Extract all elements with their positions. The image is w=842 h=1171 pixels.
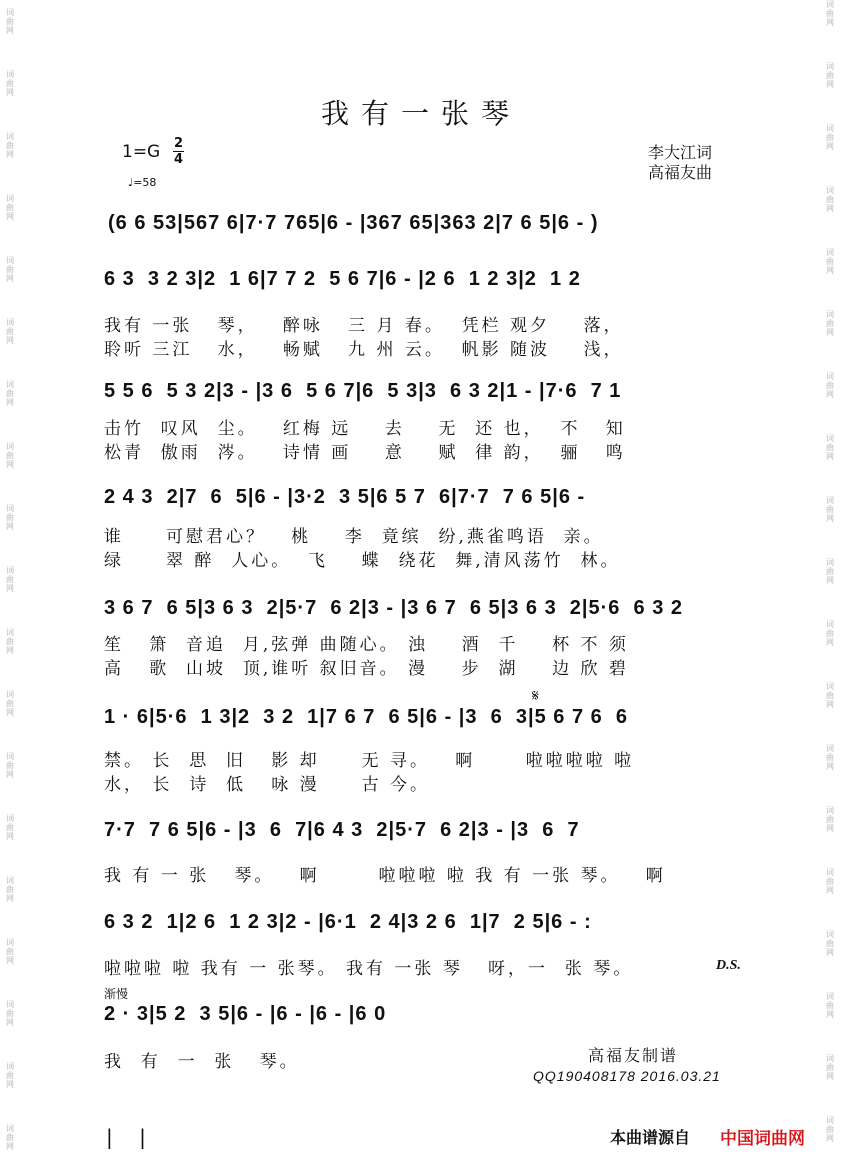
watermark-text: 词 曲 网 xyxy=(826,868,834,895)
notation-line: 2 · 3|5 2 3 5|6 - |6 - |6 - |6 0 xyxy=(104,1003,387,1025)
lyric-line: 啦啦啦 啦 我有 一 张琴。 我有 一张 琴 呀，一 张 琴。 xyxy=(104,959,634,979)
watermark-text: 词 曲 网 xyxy=(826,124,834,151)
notation-line: 7·7 7 6 5|6 - |3 6 7|6 4 3 2|5·7 6 2|3 - |3 6 7 xyxy=(104,819,580,841)
composer-credit: 高福友曲 xyxy=(648,163,713,182)
watermark-text: 词 曲 网 xyxy=(6,194,14,221)
watermark-text: 词 曲 网 xyxy=(6,256,14,283)
watermark-text: 词 曲 网 xyxy=(826,620,834,647)
notation-line: 3 6 7 6 5|3 6 3 2|5·7 6 2|3 - |3 6 7 6 5|3 6 3 2|5·6 6 3 2 xyxy=(104,597,684,619)
notation-line: 2 4 3 2|7 6 5|6 - |3·2 3 5|6 5 7 6|7·7 7 6 5|6 - xyxy=(104,486,592,508)
source-label: 本曲谱源自 xyxy=(610,1128,691,1147)
watermark-text: 词 曲 网 xyxy=(826,434,834,461)
watermark-text: 词 曲 网 xyxy=(6,318,14,345)
lyric-line: 水， 长 诗 低 咏 漫 古 今。 xyxy=(104,775,431,795)
watermark-text: 词 曲 网 xyxy=(6,70,14,97)
bottom-bar-lines: | | xyxy=(106,1125,156,1149)
lyric-line: 松青 傲雨 涔。 诗情 画 意 赋 律 韵， 骊 鸣 xyxy=(104,443,626,463)
notation-line: 6 3 3 2 3|2 1 6|7 7 2 5 6 7|6 - |2 6 1 2 3|2 1 2 xyxy=(104,268,581,290)
tempo-marking: ♩=58 xyxy=(128,176,157,189)
notation-line: 5 5 6 5 3 2|3 - |3 6 5 6 7|6 5 3|3 6 3 2|1 - |7·6 7 1 xyxy=(104,380,622,402)
watermark-text: 词 曲 网 xyxy=(6,8,14,35)
watermark-text: 词 曲 网 xyxy=(826,496,834,523)
watermark-text: 词 曲 网 xyxy=(6,752,14,779)
lyric-line: 笙 箫 音追 月,弦弹 曲随心。 浊 酒 千 杯 不 须 xyxy=(104,635,629,655)
notation-line: 6 3 2 1|2 6 1 2 3|2 - |6·1 2 4|3 2 6 1|7 2 5|6 - : xyxy=(104,911,592,933)
watermark-text: 词 曲 网 xyxy=(6,566,14,593)
watermark-text: 词 曲 网 xyxy=(826,372,834,399)
lyric-line: 击竹 叹风 尘。 红梅 远 去 无 还 也， 不 知 xyxy=(104,419,626,439)
watermark-text: 词 曲 网 xyxy=(6,1124,14,1151)
watermark-text: 词 曲 网 xyxy=(826,1116,834,1143)
watermark-text: 词 曲 网 xyxy=(826,682,834,709)
watermark-text: 词 曲 网 xyxy=(6,814,14,841)
time-signature xyxy=(173,137,184,166)
watermark-text: 词 曲 网 xyxy=(6,938,14,965)
qq-date: QQ190408178 2016.03.21 xyxy=(533,1068,721,1084)
tempo-change: 渐慢 xyxy=(104,987,129,1001)
watermark-text: 词 曲 网 xyxy=(826,248,834,275)
watermark-text: 词 曲 网 xyxy=(826,62,834,89)
lyricist-credit: 李大江词 xyxy=(648,143,713,162)
lyric-line: 我 有 一 张 琴。 xyxy=(104,1052,300,1072)
watermark-text: 词 曲 网 xyxy=(6,876,14,903)
lyric-line: 我有 一张 琴， 醉咏 三 月 春。 凭栏 观夕 落， xyxy=(104,316,624,336)
watermark-text: 词 曲 网 xyxy=(6,628,14,655)
meter-bottom: 4 xyxy=(173,152,184,167)
watermark-text: 词 曲 网 xyxy=(6,1000,14,1027)
meter-top: 2 xyxy=(173,136,184,151)
key-signature: 1=G xyxy=(122,142,161,162)
source-site-name[interactable]: 中国词曲网 xyxy=(720,1129,805,1149)
lyric-line: 绿 翠 醉 人心。 飞 蝶 绕花 舞,清风荡竹 林。 xyxy=(104,551,621,571)
song-title: 我有一张琴 xyxy=(320,97,521,130)
left-watermark-strip xyxy=(4,0,18,1171)
watermark-text: 词 曲 网 xyxy=(826,930,834,957)
lyric-line: 谁 可慰君心？ 桃 李 竟缤 纷,燕雀鸣语 亲。 xyxy=(104,527,604,547)
lyric-line: 禁。 长 思 旧 影 却 无 寻。 啊 啦啦啦啦 啦 xyxy=(104,751,635,771)
watermark-text: 词 曲 网 xyxy=(6,442,14,469)
watermark-text: 词 曲 网 xyxy=(6,504,14,531)
watermark-text: 词 曲 网 xyxy=(826,744,834,771)
lyric-line: 聆听 三江 水， 畅赋 九 州 云。 帆影 随波 浅， xyxy=(104,340,624,360)
lyric-line: 高 歌 山坡 顶,谁听 叙旧音。 漫 步 湖 边 欣 碧 xyxy=(104,659,629,679)
watermark-text: 词 曲 网 xyxy=(826,1054,834,1081)
watermark-text: 词 曲 网 xyxy=(6,132,14,159)
watermark-text: 词 曲 网 xyxy=(826,558,834,585)
notation-line: (6 6 53|567 6|7·7 765|6 - |367 65|363 2|7 6 5|6 - ) xyxy=(108,212,599,234)
watermark-text: 词 曲 网 xyxy=(6,1062,14,1089)
arranger-credit: 高福友制谱 xyxy=(588,1046,679,1065)
dal-segno-mark: D.S. xyxy=(716,958,741,973)
watermark-text: 词 曲 网 xyxy=(826,0,834,27)
segno-icon: 𝄋 xyxy=(532,686,539,705)
watermark-text: 词 曲 网 xyxy=(826,992,834,1019)
lyric-line: 我 有 一 张 琴。 啊 啦啦啦 啦 我 有 一张 琴。 啊 xyxy=(104,866,666,886)
watermark-text: 词 曲 网 xyxy=(6,380,14,407)
right-watermark-strip xyxy=(824,0,838,1171)
notation-line: 1 · 6|5·6 1 3|2 3 2 1|7 6 7 6 5|6 - |3 6 3|5 6 7 6 6 xyxy=(104,706,628,728)
watermark-text: 词 曲 网 xyxy=(826,806,834,833)
watermark-text: 词 曲 网 xyxy=(826,186,834,213)
watermark-text: 词 曲 网 xyxy=(826,310,834,337)
watermark-text: 词 曲 网 xyxy=(6,690,14,717)
